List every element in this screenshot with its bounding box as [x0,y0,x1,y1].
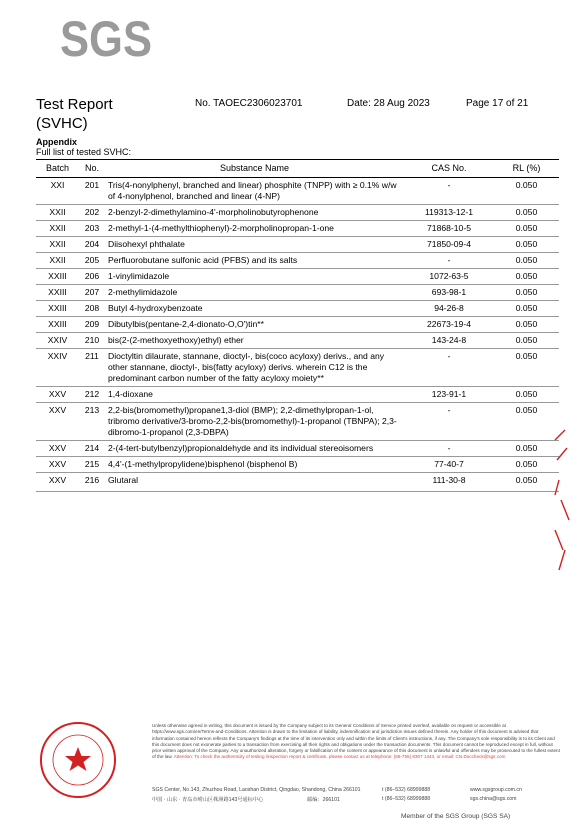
batch-cell: XXV [36,457,79,473]
table-header-row [36,160,559,178]
batch-cell: XXIV [36,333,79,349]
table-row [36,178,559,205]
svg-text:SGS: SGS [60,11,152,67]
inspection-seal-stamp [38,720,118,800]
table-row [36,349,559,387]
number-cell: 202 [79,205,105,221]
number-cell: 201 [79,178,105,205]
batch-cell: XXV [36,441,79,457]
substance-cell: 1,4-dioxane [105,387,404,403]
authenticity-attention: Attention: To check the authenticity of testing /inspection report & certificate, please contact us at telephone: (86-755) 8307 1443, or email: CN.Doccheck@sgs.com [173,754,506,760]
substance-cell: Dioctyltin dilaurate, stannane, dioctyl-, bis(coco acyloxy) derivs., and any other stannane, dioctyl-, bis(fatty acyloxy) derivs. wherein C12 is the predominant carbon number of the fatty acyloxy moiety** [105,349,404,387]
cas-cell: - [404,441,494,457]
page-number: Page 17 of 21 [466,98,529,109]
rl-cell: 0.050 [494,349,559,387]
rl-cell: 0.050 [494,285,559,301]
rl-cell: 0.050 [494,253,559,269]
substance-cell: bis(2-(2-methoxyethoxy)ethyl) ether [105,333,404,349]
batch-cell: XXV [36,473,79,492]
substance-cell: 2-(4-tert-butylbenzyl)propionaldehyde and its individual stereoisomers [105,441,404,457]
rl-cell: 0.050 [494,178,559,205]
number-cell: 216 [79,473,105,492]
cas-cell: 143-24-8 [404,333,494,349]
address-en: SGS Center, No.143, Zhuzhou Road, Laoshan District, Qingdao, Shandong, China 266101 [152,787,361,793]
number-cell: 214 [79,441,105,457]
substance-cell: 2-methylimidazole [105,285,404,301]
cas-cell: 693-98-1 [404,285,494,301]
batch-cell: XXII [36,253,79,269]
table-row [36,333,559,349]
substance-cell: Dibutylbis(pentane-2,4-dionato-O,O')tin** [105,317,404,333]
table-row [36,237,559,253]
table-row [36,269,559,285]
substance-cell: Butyl 4-hydroxybenzoate [105,301,404,317]
batch-cell: XXII [36,237,79,253]
cas-cell: - [404,253,494,269]
rl-cell: 0.050 [494,441,559,457]
substance-cell: 2-methyl-1-(4-methylthiophenyl)-2-morpholinopropan-1-one [105,221,404,237]
col-rl: RL (%) [494,160,559,178]
cas-cell: 71868-10-5 [404,221,494,237]
table-row [36,457,559,473]
table-row [36,387,559,403]
batch-cell: XXIII [36,285,79,301]
rl-cell: 0.050 [494,317,559,333]
substance-cell: 2,2-bis(bromomethyl)propane1,3-diol (BMP); 2,2-dimethylpropan-1-ol, tribromo derivative/3-bromo-2,2-bis(bromomethyl)-1-propanol (TBNPA); 2,3-dibromo-1-propanol (2,3-DBPA) [105,403,404,441]
table-row [36,221,559,237]
appendix-heading: Appendix [36,137,78,147]
substance-cell: 1-vinylimidazole [105,269,404,285]
number-cell: 209 [79,317,105,333]
substance-cell: Perfluorobutane sulfonic acid (PFBS) and its salts [105,253,404,269]
table-row [36,317,559,333]
table-row [36,205,559,221]
number-cell: 204 [79,237,105,253]
cas-cell: 22673-19-4 [404,317,494,333]
batch-cell: XXII [36,221,79,237]
table-row [36,253,559,269]
rl-cell: 0.050 [494,473,559,492]
batch-cell: XXI [36,178,79,205]
rl-cell: 0.050 [494,301,559,317]
substance-cell: Diisohexyl phthalate [105,237,404,253]
substance-cell: Glutaral [105,473,404,492]
number-cell: 215 [79,457,105,473]
col-substance: Substance Name [105,160,404,178]
rl-cell: 0.050 [494,205,559,221]
cas-cell: - [404,403,494,441]
substance-cell: 2-benzyl-2-dimethylamino-4'-morpholinobutyrophenone [105,205,404,221]
address-cn: 中国 · 山东 · 青岛市崂山区株洲路143号通标中心 [152,797,264,803]
rl-cell: 0.050 [494,221,559,237]
rl-cell: 0.050 [494,237,559,253]
rl-cell: 0.050 [494,457,559,473]
sgs-member-line: Member of the SGS Group (SGS SA) [401,813,511,820]
side-stamp-mark [551,400,573,580]
cas-cell: 1072-63-5 [404,269,494,285]
batch-cell: XXII [36,205,79,221]
rl-cell: 0.050 [494,269,559,285]
report-date: Date: 28 Aug 2023 [347,98,430,109]
batch-cell: XXIII [36,301,79,317]
telephone-1: t (86–532) 68999888 [382,787,431,793]
table-row [36,285,559,301]
number-cell: 212 [79,387,105,403]
report-title: Test Report [36,96,113,113]
cas-cell: 123-91-1 [404,387,494,403]
table-row [36,301,559,317]
cas-cell: 119313-12-1 [404,205,494,221]
cas-cell: 71850-09-4 [404,237,494,253]
number-cell: 203 [79,221,105,237]
telephone-2: t (86–532) 68999888 [382,796,431,802]
number-cell: 211 [79,349,105,387]
substance-cell: Tris(4-nonylphenyl, branched and linear) phosphite (TNPP) with ≥ 0.1% w/w of 4-nonylphenol, branched and linear (4-NP) [105,178,404,205]
email: sgs.china@sgs.com [470,796,517,802]
legal-disclaimer [152,723,562,761]
batch-cell: XXIII [36,269,79,285]
report-subtitle: (SVHC) [36,115,88,132]
number-cell: 213 [79,403,105,441]
cas-cell: 77-40-7 [404,457,494,473]
cas-cell: - [404,349,494,387]
batch-cell: XXIII [36,317,79,333]
number-cell: 206 [79,269,105,285]
col-cas: CAS No. [404,160,494,178]
rl-cell: 0.050 [494,333,559,349]
table-row [36,441,559,457]
col-batch: Batch [36,160,79,178]
cas-cell: 94-26-8 [404,301,494,317]
batch-cell: XXV [36,403,79,441]
report-number: No. TAOEC2306023701 [195,98,303,109]
rl-cell: 0.050 [494,403,559,441]
postcode-cn: 邮编：266101 [307,797,340,803]
number-cell: 208 [79,301,105,317]
table-row [36,403,559,441]
col-no: No. [79,160,105,178]
full-list-caption: Full list of tested SVHC: [36,147,132,157]
substance-cell: 4,4'-(1-methylpropylidene)bisphenol (bisphenol B) [105,457,404,473]
number-cell: 207 [79,285,105,301]
batch-cell: XXIV [36,349,79,387]
cas-cell: - [404,178,494,205]
rl-cell: 0.050 [494,387,559,403]
batch-cell: XXV [36,387,79,403]
table-row [36,473,559,492]
number-cell: 205 [79,253,105,269]
cas-cell: 111-30-8 [404,473,494,492]
svhc-table [36,159,559,492]
number-cell: 210 [79,333,105,349]
website: www.sgsgroup.com.cn [470,787,522,793]
sgs-logo [60,11,152,67]
disclaimer-text: Unless otherwise agreed in writing, this document is issued by the Company subject to its General Conditions of Service printed overleaf, available on request or accessible at https://www.sgs.com/en/Terms-and-Conditions. Attention is drawn to the limitation of liability, indemnification and jurisdiction issues defined therein. Any holder of this document is advised that information contained hereon reflects the Company's findings at the time of its intervention only and within the limits of Client's instructions, if any. The Company's sole responsibility is to its Client and this document does not exonerate parties to a transaction from exercising all their rights and obligations under the transaction documents. This document cannot be reproduced except in full, without prior written approval of the Company. Any unauthorized alteration, forgery or falsification of the content or appearance of this document is unlawful and offenders may be prosecuted to the fullest extent of the law. [152,723,560,760]
